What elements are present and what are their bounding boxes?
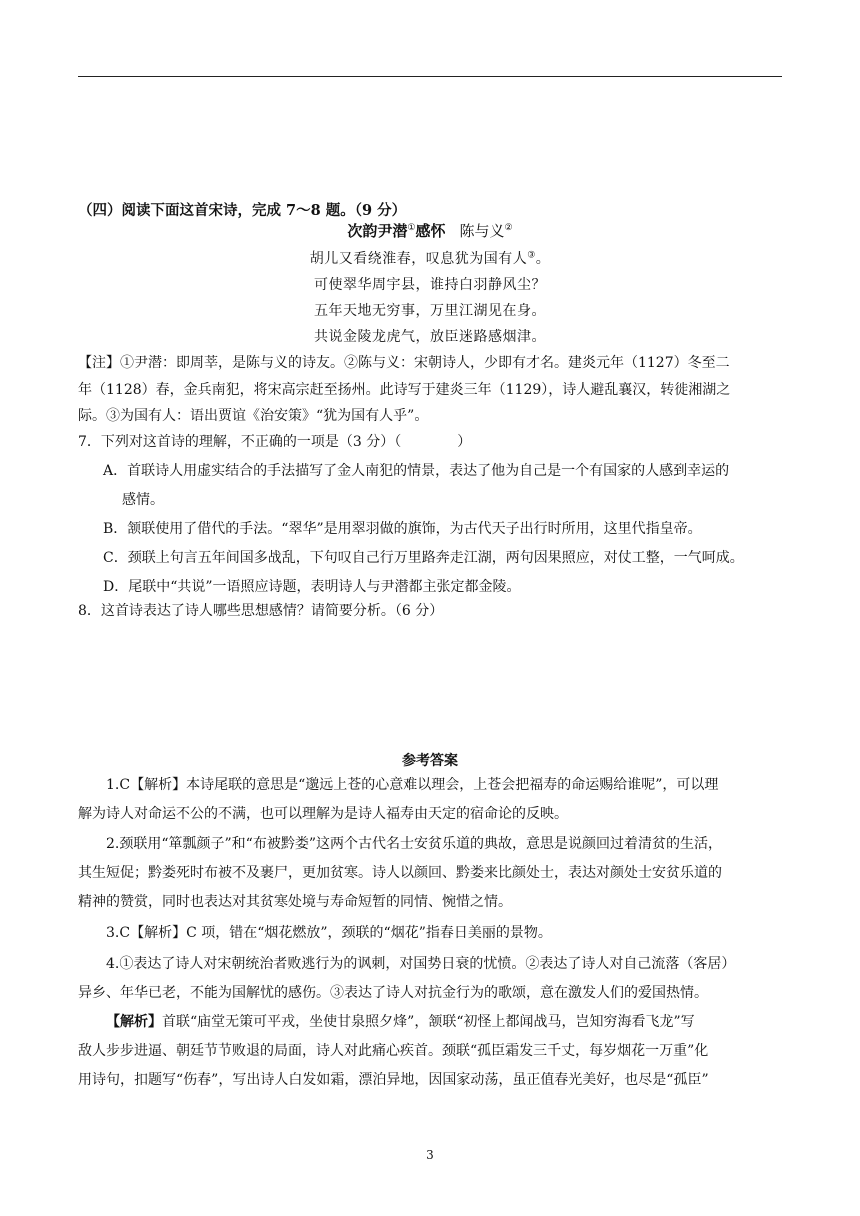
question-8-stem: 8．这首诗表达了诗人哪些思想感情？请简要分析。（6 分） bbox=[78, 603, 444, 619]
poem-line bbox=[0, 248, 860, 268]
poet-note-mark: ② bbox=[504, 223, 513, 233]
option-c: C．颈联上句言五年间国多战乱，下句叹自己行万里路奔走江湖，两句因果照应，对仗工整，一气呵成。 bbox=[103, 550, 744, 566]
option-b: B．颔联使用了借代的手法。“翠华”是用翠羽做的旗饰，为古代天子出行时所用，这里代指皇帝。 bbox=[103, 521, 702, 537]
answer-line bbox=[106, 1011, 695, 1031]
question-7-stem: 7．下列对这首诗的理解，不正确的一项是（3 分）（ ） bbox=[78, 434, 472, 450]
option-a: A．首联诗人用虚实结合的手法描写了金人南犯的情景，表达了他为自己是一个有国家的人感到幸运的 bbox=[103, 463, 730, 479]
note-line: 年（1128）春，金兵南犯，将宋高宗赶至扬州。此诗写于建炎三年（1129），诗人避乱襄汉，转徙湘湖之 bbox=[78, 382, 731, 398]
answer-line: 解为诗人对命运不公的不满，也可以理解为是诗人福寿由天定的宿命论的反映。 bbox=[78, 806, 568, 822]
poet-name: 陈与义 bbox=[459, 222, 505, 240]
answer-line: 3.C【解析】C 项，错在“烟花燃放”，颈联的“烟花”指春日美丽的景物。 bbox=[106, 925, 552, 941]
option-d: D．尾联中“共说”一语照应诗题，表明诗人与尹潜都主张定都金陵。 bbox=[103, 579, 521, 595]
poem-title-tail: 感怀 bbox=[415, 222, 446, 240]
answer-line: 4.①表达了诗人对宋朝统治者败逃行为的讽刺，对国势日衰的忧愤。②表达了诗人对自己流落（客居） bbox=[106, 956, 736, 972]
answers-title: 参考答案 bbox=[402, 753, 458, 769]
page-number: 3 bbox=[426, 1148, 434, 1162]
analysis-label: 【解析】 bbox=[106, 1014, 162, 1030]
poem-title-note-mark: ① bbox=[407, 223, 416, 233]
option-a-continued: 感情。 bbox=[122, 492, 164, 508]
poem-line: 五年天地无穷事，万里江湖见在身。 bbox=[314, 303, 546, 319]
answer-line: 异乡、年华已老，不能为国解忧的感伤。③表达了诗人对抗金行为的歌颂，意在激发人们的爱国热情。 bbox=[78, 985, 708, 1001]
header-rule bbox=[78, 76, 782, 77]
answer-line: 2.颈联用“箪瓢颜子”和“布被黔娄”这两个古代名士安贫乐道的典故，意思是说颜回过着清贫的生活， bbox=[106, 836, 722, 852]
poem-line-note-mark: ③ bbox=[527, 250, 536, 261]
poem-title-text: 次韵尹潜 bbox=[347, 222, 408, 240]
answer-line: 1.C【解析】本诗尾联的意思是“邈远上苍的心意难以理会，上苍会把福寿的命运赐给谁呢”，可以理 bbox=[106, 777, 719, 793]
poem-line-end: 。 bbox=[535, 251, 551, 267]
poem-line: 共说金陵龙虎气，放臣迷路感烟津。 bbox=[314, 329, 546, 345]
analysis-text: 首联“庙堂无策可平戎，坐使甘泉照夕烽”，颔联“初怪上都闻战马，岂知穷海看飞龙”写 bbox=[162, 1014, 695, 1030]
answer-line: 敌人步步进逼、朝廷节节败退的局面，诗人对此痛心疾首。颈联“孤臣霜发三千丈，每岁烟花一万重”化 bbox=[78, 1043, 709, 1059]
answer-line: 精神的赞赏，同时也表达对其贫寒处境与寿命短暂的同情、惋惜之情。 bbox=[78, 894, 512, 910]
poem-line: 可使翠华周宇县，谁持白羽静风尘？ bbox=[314, 277, 546, 293]
poem-title bbox=[0, 220, 860, 241]
note-line: 【注】①尹潜：即周莘，是陈与义的诗友。②陈与义：宋朝诗人，少即有才名。建炎元年（1127）冬至二 bbox=[78, 355, 730, 371]
poem-line-text: 胡儿又看绕淮春，叹息犹为国有人 bbox=[309, 251, 528, 267]
answer-line: 用诗句，扣题写“伤春”，写出诗人白发如霜，漂泊异地，因国家动荡，虽正值春光美好，也尽是“孤臣” bbox=[78, 1072, 709, 1088]
section-heading: （四）阅读下面这首宋诗，完成 7～8 题。（9 分） bbox=[78, 202, 407, 219]
answer-line: 其生短促；黔娄死时布被不及裹尸，更加贫寒。诗人以颜回、黔娄来比颜处士，表达对颜处士安贫乐道的 bbox=[78, 865, 722, 881]
note-line: 际。③为国有人：语出贾谊《治安策》“犹为国有人乎”。 bbox=[78, 408, 429, 424]
